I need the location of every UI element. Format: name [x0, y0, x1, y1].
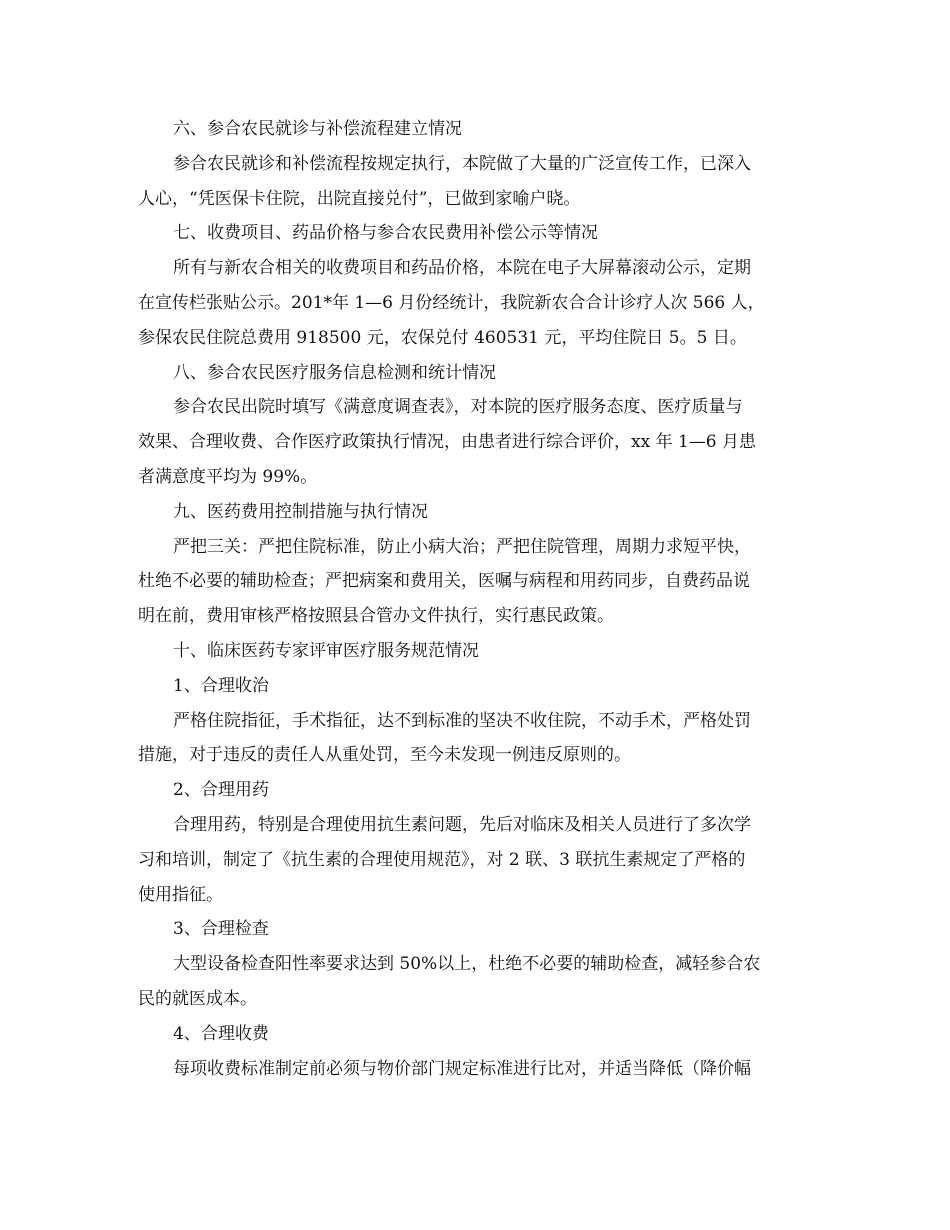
- paragraph-line: 效果、合理收费、合作医疗政策执行情况，由患者进行综合评价，xx 年 1—6 月患: [138, 432, 757, 453]
- paragraph-line: 大型设备检查阳性率要求达到 50%以上，杜绝不必要的辅助检查，减轻参合农: [173, 954, 761, 975]
- paragraph-line: 每项收费标准制定前必须与物价部门规定标准进行比对，并适当降低（降价幅: [173, 1058, 751, 1079]
- paragraph-line: 合理用药，特别是合理使用抗生素问题，先后对临床及相关人员进行了多次学: [173, 814, 751, 835]
- paragraph-line: 严把三关：严把住院标准，防止小病大治；严把住院管理，周期力求短平快，: [173, 536, 751, 557]
- paragraph-line: 在宣传栏张贴公示。201*年 1—6 月份经统计，我院新农合合计诊疗人次 566 人，: [138, 292, 765, 313]
- subsection-heading-3: 3、合理检查: [173, 919, 269, 940]
- paragraph-line: 使用指征。: [138, 884, 223, 905]
- paragraph-line: 者满意度平均为 99%。: [138, 466, 318, 487]
- paragraph-line: 措施，对于违反的责任人从重处罚，至今未发现一例违反原则的。: [138, 745, 631, 766]
- paragraph-line: 严格住院指征，手术指征，达不到标准的坚决不收住院，不动手术，严格处罚: [173, 710, 751, 731]
- section-heading-10: 十、临床医药专家评审医疗服务规范情况: [173, 640, 479, 661]
- paragraph-line: 杜绝不必要的辅助检查；严把病案和费用关，医嘱与病程和用药同步，自费药品说: [138, 571, 750, 592]
- subsection-heading-2: 2、合理用药: [173, 780, 269, 801]
- section-heading-8: 八、参合农民医疗服务信息检测和统计情况: [173, 362, 496, 383]
- paragraph-line: 习和培训，制定了《抗生素的合理使用规范》，对 2 联、3 联抗生素规定了严格的: [138, 849, 746, 870]
- paragraph-line: 人心，“凭医保卡住院，出院直接兑付”，已做到家喻户晓。: [138, 188, 581, 209]
- paragraph-line: 参合农民出院时填写《满意度调查表》，对本院的医疗服务态度、医疗质量与: [173, 397, 743, 418]
- subsection-heading-1: 1、合理收治: [173, 675, 269, 696]
- section-heading-7: 七、收费项目、药品价格与参合农民费用补偿公示等情况: [173, 223, 598, 244]
- paragraph-line: 参合农民就诊和补偿流程按规定执行，本院做了大量的广泛宣传工作，已深入: [173, 153, 751, 174]
- paragraph-line: 民的就医成本。: [138, 988, 257, 1009]
- paragraph-line: 所有与新农合相关的收费项目和药品价格，本院在电子大屏幕滚动公示，定期: [173, 258, 751, 279]
- paragraph-line: 参保农民住院总费用 918500 元，农保兑付 460531 元，平均住院日 5。5 日。: [138, 327, 747, 348]
- subsection-heading-4: 4、合理收费: [173, 1023, 269, 1044]
- document-body: [138, 112, 812, 1086]
- paragraph-line: 明在前，费用审核严格按照县合管办文件执行，实行惠民政策。: [138, 606, 614, 627]
- section-heading-6: 六、参合农民就诊与补偿流程建立情况: [173, 119, 462, 139]
- section-heading-9: 九、医药费用控制措施与执行情况: [173, 501, 428, 522]
